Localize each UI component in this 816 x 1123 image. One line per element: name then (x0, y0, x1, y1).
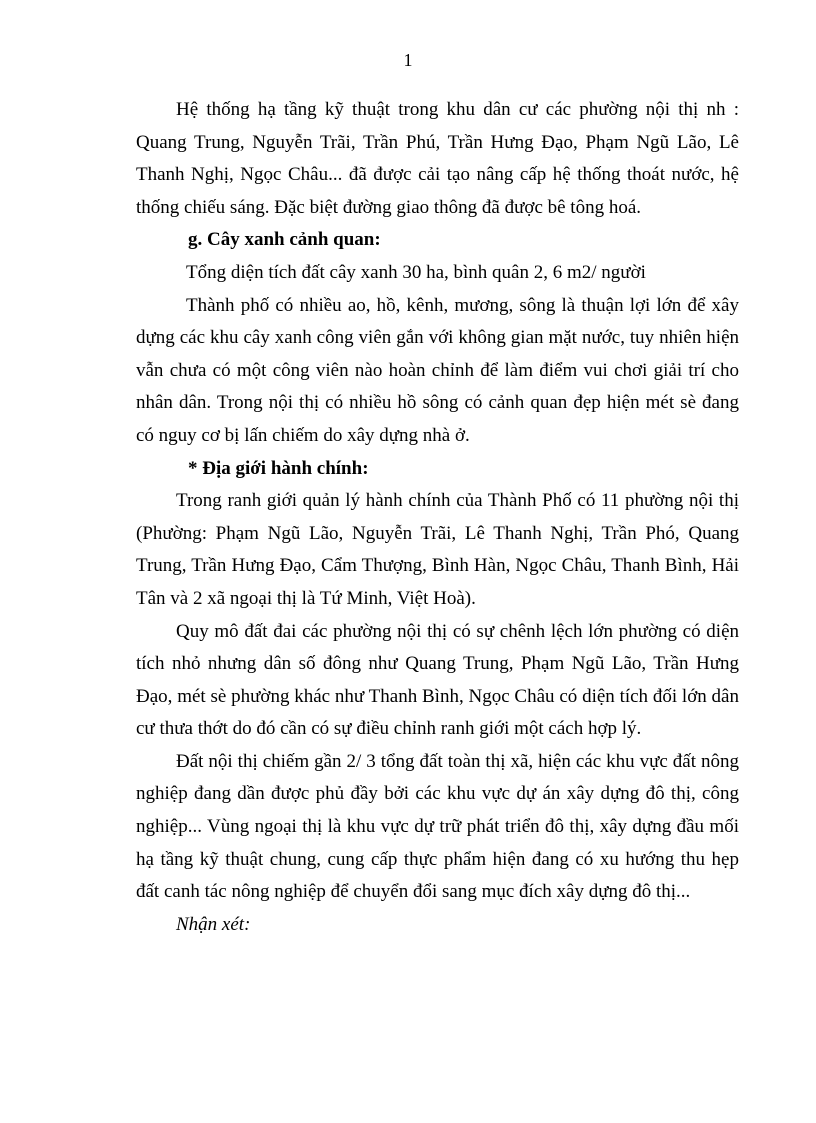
paragraph-parks: Thành phố có nhiều ao, hồ, kênh, mương, sông là thuận lợi lớn để xây dựng các khu cây xanh công viên gắn với không gian mặt nước, tuy nhiên hiện vẫn chưa có một công viên nào hoàn chỉnh để làm điểm vui chơi giải trí cho nhân dân. Trong nội thị có nhiều hồ sông có cảnh quan đẹp hiện mét sè đang có nguy cơ bị lấn chiếm do xây dựng nhà ở. (136, 294, 739, 446)
paragraph-infrastructure: Hệ thống hạ tầng kỹ thuật trong khu dân cư các phường nội thị nh : Quang Trung, Nguyễn Trãi, Trần Phú, Trần Hưng Đạo, Phạm Ngũ Lão, Lê Thanh Nghị, Ngọc Châu... đã được cải tạo nâng cấp hệ thống thoát nước, hệ thống chiếu sáng. Đặc biệt đường giao thông đã được bê tông hoá. (136, 99, 739, 218)
heading-administrative-boundary: * Địa giới hành chính: (188, 457, 369, 479)
paragraph-land-scale: Quy mô đất đai các phường nội thị có sự chênh lệch lớn phường có diện tích nhỏ nhưng dân số đông như Quang Trung, Phạm Ngũ Lão, Trần Hưng Đạo, mét sè phường khác như Thanh Bình, Ngọc Châu có diện tích đối lớn dân cư thưa thớt do đó cần có sự điều chỉnh ranh giới một cách hợp lý. (136, 620, 739, 740)
page-number: 1 (403, 50, 413, 70)
document-body (136, 94, 739, 941)
note-label: Nhận xét: (176, 913, 251, 935)
paragraph-urban-land: Đất nội thị chiếm gần 2/ 3 tổng đất toàn thị xã, hiện các khu vực đất nông nghiệp đang dần được phủ đầy bởi các khu vực dự án xây dựng đô thị, công nghiệp... Vùng ngoại thị là khu vực dự trữ phát triển đô thị, xây dựng đầu mối hạ tầng kỹ thuật chung, cung cấp thực phẩm hiện đang có xu hướng thu hẹp đất canh tác nông nghiệp để chuyển đổi sang mục đích xây dựng đô thị... (136, 750, 739, 903)
paragraph-green-area: Tổng diện tích đất cây xanh 30 ha, bình quân 2, 6 m2/ người (186, 261, 646, 283)
paragraph-wards: Trong ranh giới quản lý hành chính của Thành Phố có 11 phường nội thị (Phường: Phạm Ngũ Lão, Nguyễn Trãi, Lê Thanh Nghị, Trần Phó, Quang Trung, Trần Hưng Đạo, Cẩm Thượng, Bình Hàn, Ngọc Châu, Thanh Bình, Hải Tân và 2 xã ngoại thị là Tứ Minh, Việt Hoà). (136, 490, 739, 609)
heading-green-landscape: g. Cây xanh cảnh quan: (188, 229, 381, 251)
